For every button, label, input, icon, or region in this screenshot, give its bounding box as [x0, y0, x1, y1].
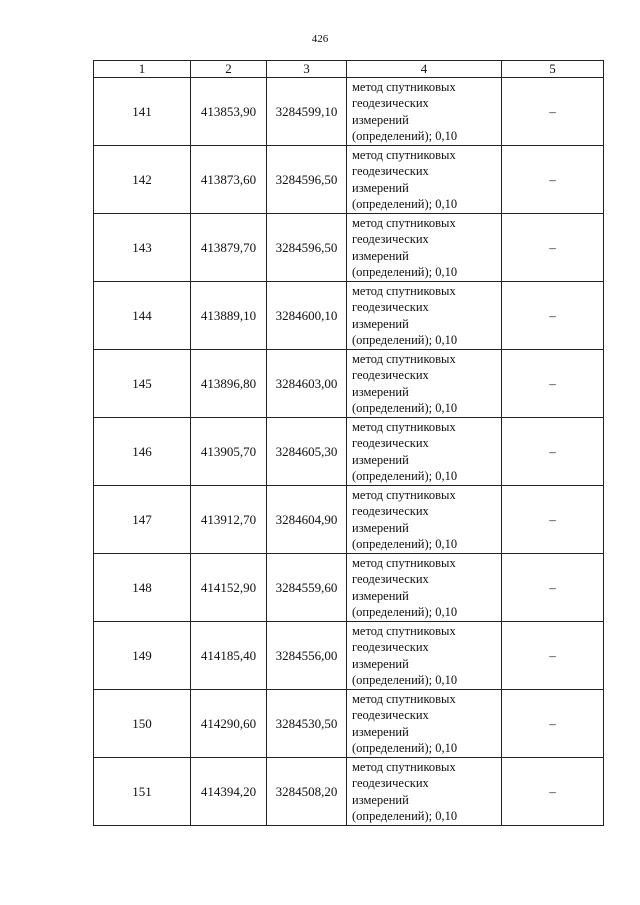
method-line: (определений); 0,10: [352, 537, 458, 552]
method-line: измерений: [352, 656, 409, 671]
point-number: 145: [94, 350, 191, 418]
method-line: геодезических: [352, 368, 429, 383]
point-number: 141: [94, 78, 191, 146]
y-coordinate: 3284600,10: [267, 282, 347, 350]
method-line: метод спутниковых: [352, 760, 456, 774]
note-cell: –: [502, 282, 604, 350]
point-number: 151: [94, 758, 191, 826]
method-cell: [347, 554, 502, 622]
method-line: геодезических: [352, 708, 429, 723]
method-line: метод спутниковых: [352, 624, 456, 638]
header-col-1: 1: [94, 61, 191, 78]
y-coordinate: 3284596,50: [267, 146, 347, 214]
table-row: [94, 214, 604, 282]
method-line: метод спутниковых: [352, 692, 456, 706]
method-line: метод спутниковых: [352, 80, 456, 94]
table-row: [94, 622, 604, 690]
y-coordinate: 3284603,00: [267, 350, 347, 418]
header-col-3: 3: [267, 61, 347, 78]
method-line: измерений: [352, 180, 409, 195]
header-col-2: 2: [191, 61, 267, 78]
note-cell: –: [502, 758, 604, 826]
method-line: (определений); 0,10: [352, 809, 458, 824]
point-number: 148: [94, 554, 191, 622]
x-coordinate: 414185,40: [191, 622, 267, 690]
point-number: 143: [94, 214, 191, 282]
method-line: метод спутниковых: [352, 284, 456, 298]
method-line: геодезических: [352, 232, 429, 247]
x-coordinate: 413853,90: [191, 78, 267, 146]
x-coordinate: 413889,10: [191, 282, 267, 350]
note-cell: –: [502, 78, 604, 146]
method-line: геодезических: [352, 640, 429, 655]
method-line: (определений); 0,10: [352, 265, 458, 280]
x-coordinate: 414290,60: [191, 690, 267, 758]
header-col-4: 4: [347, 61, 502, 78]
table-row: [94, 146, 604, 214]
table-row: [94, 758, 604, 826]
method-line: измерений: [352, 520, 409, 535]
method-line: метод спутниковых: [352, 556, 456, 570]
x-coordinate: 413905,70: [191, 418, 267, 486]
method-line: (определений); 0,10: [352, 469, 458, 484]
method-line: метод спутниковых: [352, 216, 456, 230]
header-col-5: 5: [502, 61, 604, 78]
table-row: [94, 690, 604, 758]
table-row: [94, 350, 604, 418]
point-number: 146: [94, 418, 191, 486]
method-line: (определений); 0,10: [352, 401, 458, 416]
table-row: [94, 418, 604, 486]
method-line: (определений); 0,10: [352, 741, 458, 756]
note-cell: –: [502, 554, 604, 622]
method-line: геодезических: [352, 436, 429, 451]
header-row: [94, 61, 604, 78]
x-coordinate: 414152,90: [191, 554, 267, 622]
method-cell: [347, 146, 502, 214]
method-cell: [347, 758, 502, 826]
method-cell: [347, 214, 502, 282]
y-coordinate: 3284559,60: [267, 554, 347, 622]
method-cell: [347, 622, 502, 690]
y-coordinate: 3284556,00: [267, 622, 347, 690]
note-cell: –: [502, 690, 604, 758]
method-cell: [347, 282, 502, 350]
method-line: измерений: [352, 248, 409, 263]
method-line: измерений: [352, 112, 409, 127]
method-line: (определений); 0,10: [352, 673, 458, 688]
y-coordinate: 3284508,20: [267, 758, 347, 826]
method-line: геодезических: [352, 504, 429, 519]
table-row: [94, 78, 604, 146]
method-cell: [347, 350, 502, 418]
y-coordinate: 3284604,90: [267, 486, 347, 554]
method-line: измерений: [352, 724, 409, 739]
x-coordinate: 413873,60: [191, 146, 267, 214]
x-coordinate: 414394,20: [191, 758, 267, 826]
note-cell: –: [502, 146, 604, 214]
method-line: метод спутниковых: [352, 148, 456, 162]
method-line: измерений: [352, 452, 409, 467]
coordinates-table: [93, 60, 604, 826]
method-line: геодезических: [352, 572, 429, 587]
y-coordinate: 3284530,50: [267, 690, 347, 758]
method-line: метод спутниковых: [352, 420, 456, 434]
y-coordinate: 3284605,30: [267, 418, 347, 486]
table-row: [94, 282, 604, 350]
point-number: 147: [94, 486, 191, 554]
point-number: 149: [94, 622, 191, 690]
y-coordinate: 3284599,10: [267, 78, 347, 146]
method-cell: [347, 418, 502, 486]
method-line: метод спутниковых: [352, 488, 456, 502]
method-line: метод спутниковых: [352, 352, 456, 366]
method-line: (определений); 0,10: [352, 129, 458, 144]
method-line: измерений: [352, 384, 409, 399]
table-row: [94, 554, 604, 622]
method-line: (определений); 0,10: [352, 333, 458, 348]
note-cell: –: [502, 418, 604, 486]
method-cell: [347, 690, 502, 758]
method-line: измерений: [352, 792, 409, 807]
method-line: (определений); 0,10: [352, 197, 458, 212]
method-line: геодезических: [352, 96, 429, 111]
method-line: (определений); 0,10: [352, 605, 458, 620]
note-cell: –: [502, 214, 604, 282]
point-number: 150: [94, 690, 191, 758]
method-line: геодезических: [352, 776, 429, 791]
method-cell: [347, 486, 502, 554]
table-row: [94, 486, 604, 554]
y-coordinate: 3284596,50: [267, 214, 347, 282]
x-coordinate: 413896,80: [191, 350, 267, 418]
method-line: измерений: [352, 588, 409, 603]
method-cell: [347, 78, 502, 146]
x-coordinate: 413879,70: [191, 214, 267, 282]
note-cell: –: [502, 350, 604, 418]
x-coordinate: 413912,70: [191, 486, 267, 554]
note-cell: –: [502, 622, 604, 690]
table-body: [94, 78, 604, 826]
method-line: измерений: [352, 316, 409, 331]
point-number: 142: [94, 146, 191, 214]
page-number: 426: [311, 33, 329, 45]
note-cell: –: [502, 486, 604, 554]
point-number: 144: [94, 282, 191, 350]
method-line: геодезических: [352, 300, 429, 315]
method-line: геодезических: [352, 164, 429, 179]
